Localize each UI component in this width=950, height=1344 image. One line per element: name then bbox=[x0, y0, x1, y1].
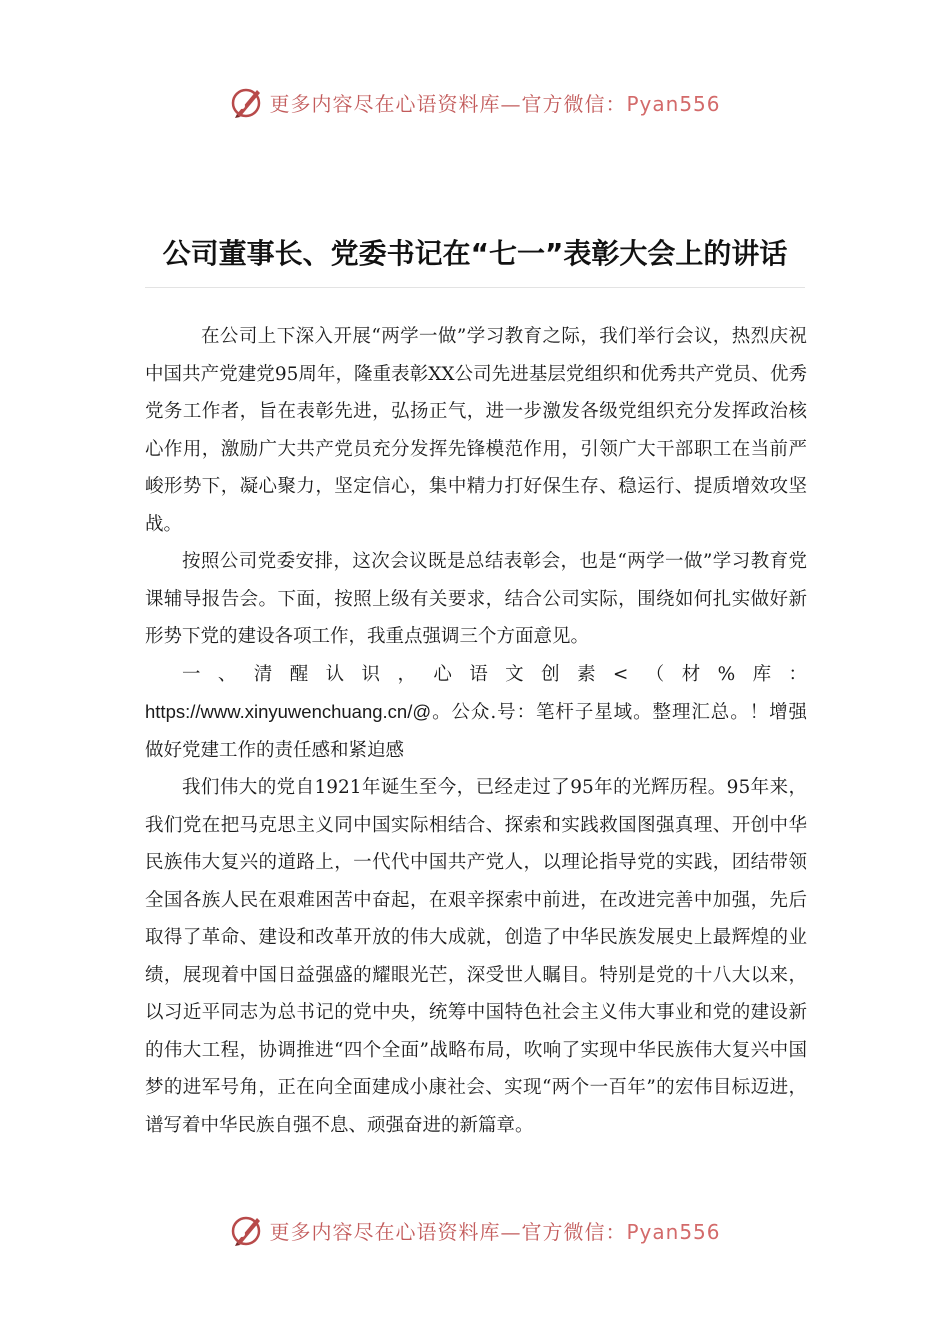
footer-banner-separator: — bbox=[500, 1219, 522, 1244]
section-heading-url: https://www.xinyuwenchuang.cn/@ bbox=[145, 701, 432, 722]
header-banner-wechat-label: 官方微信： bbox=[521, 91, 627, 116]
footer-banner-text bbox=[269, 1216, 720, 1245]
title-divider bbox=[145, 287, 805, 288]
document-body bbox=[145, 318, 807, 1144]
section-heading-prefix: 一、清醒认识，心语文创素<（材%库： bbox=[182, 663, 807, 685]
footer-banner-wechat-id: Pyan556 bbox=[626, 1219, 721, 1244]
document-title: 公司董事长、党委书记在“七一”表彰大会上的讲话 bbox=[162, 237, 788, 270]
pen-logo-icon bbox=[229, 84, 265, 120]
pen-logo-icon bbox=[229, 1212, 265, 1248]
section-heading-suffix: 。公众.号：笔杆子星域。整理汇总。！增强做好党建工作的责任感和紧迫感 bbox=[145, 702, 807, 761]
header-banner-main: 更多内容尽在心语资料库 bbox=[269, 91, 501, 116]
section-heading bbox=[145, 656, 807, 770]
paragraph-1: 在公司上下深入开展“两学一做”学习教育之际，我们举行会议，热烈庆祝中国共产党建党95周年，隆重表彰XX公司先进基层党组织和优秀共产党员、优秀党务工作者，旨在表彰先进，弘扬正气，进一步激发各级党组织充分发挥政治核心作用，激励广大共产党员充分发挥先锋模范作用，引领广大干部职工在当前严峻形势下，凝心聚力，坚定信心，集中精力打好保生存、稳运行、提质增效攻坚战。 bbox=[145, 326, 807, 535]
footer-banner-wechat-label: 官方微信： bbox=[521, 1219, 627, 1244]
header-banner-wechat-id: Pyan556 bbox=[626, 91, 721, 116]
header-banner-text bbox=[269, 88, 720, 117]
header-banner-separator: — bbox=[500, 91, 522, 116]
paragraph-3: 我们伟大的党自1921年诞生至今，已经走过了95年的光辉历程。95年来，我们党在把马克思主义同中国实际相结合、探索和实践救国图强真理、开创中华民族伟大复兴的道路上，一代代中国共产党人，以理论指导党的实践，团结带领全国各族人民在艰难困苦中奋起，在艰辛探索中前进，在改进完善中加强，先后取得了革命、建设和改革开放的伟大成就，创造了中华民族发展史上最辉煌的业绩，展现着中国日益强盛的耀眼光芒，深受世人瞩目。特别是党的十八大以来，以习近平同志为总书记的党中央，统筹中国特色社会主义伟大事业和党的建设新的伟大工程，协调推进“四个全面”战略布局，吹响了实现中华民族伟大复兴中国梦的进军号角，正在向全面建成小康社会、实现“两个一百年”的宏伟目标迈进，谱写着中华民族自强不息、顽强奋进的新篇章。 bbox=[145, 777, 807, 1136]
footer-watermark-banner bbox=[0, 1210, 950, 1250]
footer-banner-main: 更多内容尽在心语资料库 bbox=[269, 1219, 501, 1244]
paragraph-2: 按照公司党委安排，这次会议既是总结表彰会，也是“两学一做”学习教育党课辅导报告会。下面，按照上级有关要求，结合公司实际，围绕如何扎实做好新形势下党的建设各项工作，我重点强调三个方面意见。 bbox=[145, 551, 807, 647]
header-watermark-banner bbox=[0, 82, 950, 122]
